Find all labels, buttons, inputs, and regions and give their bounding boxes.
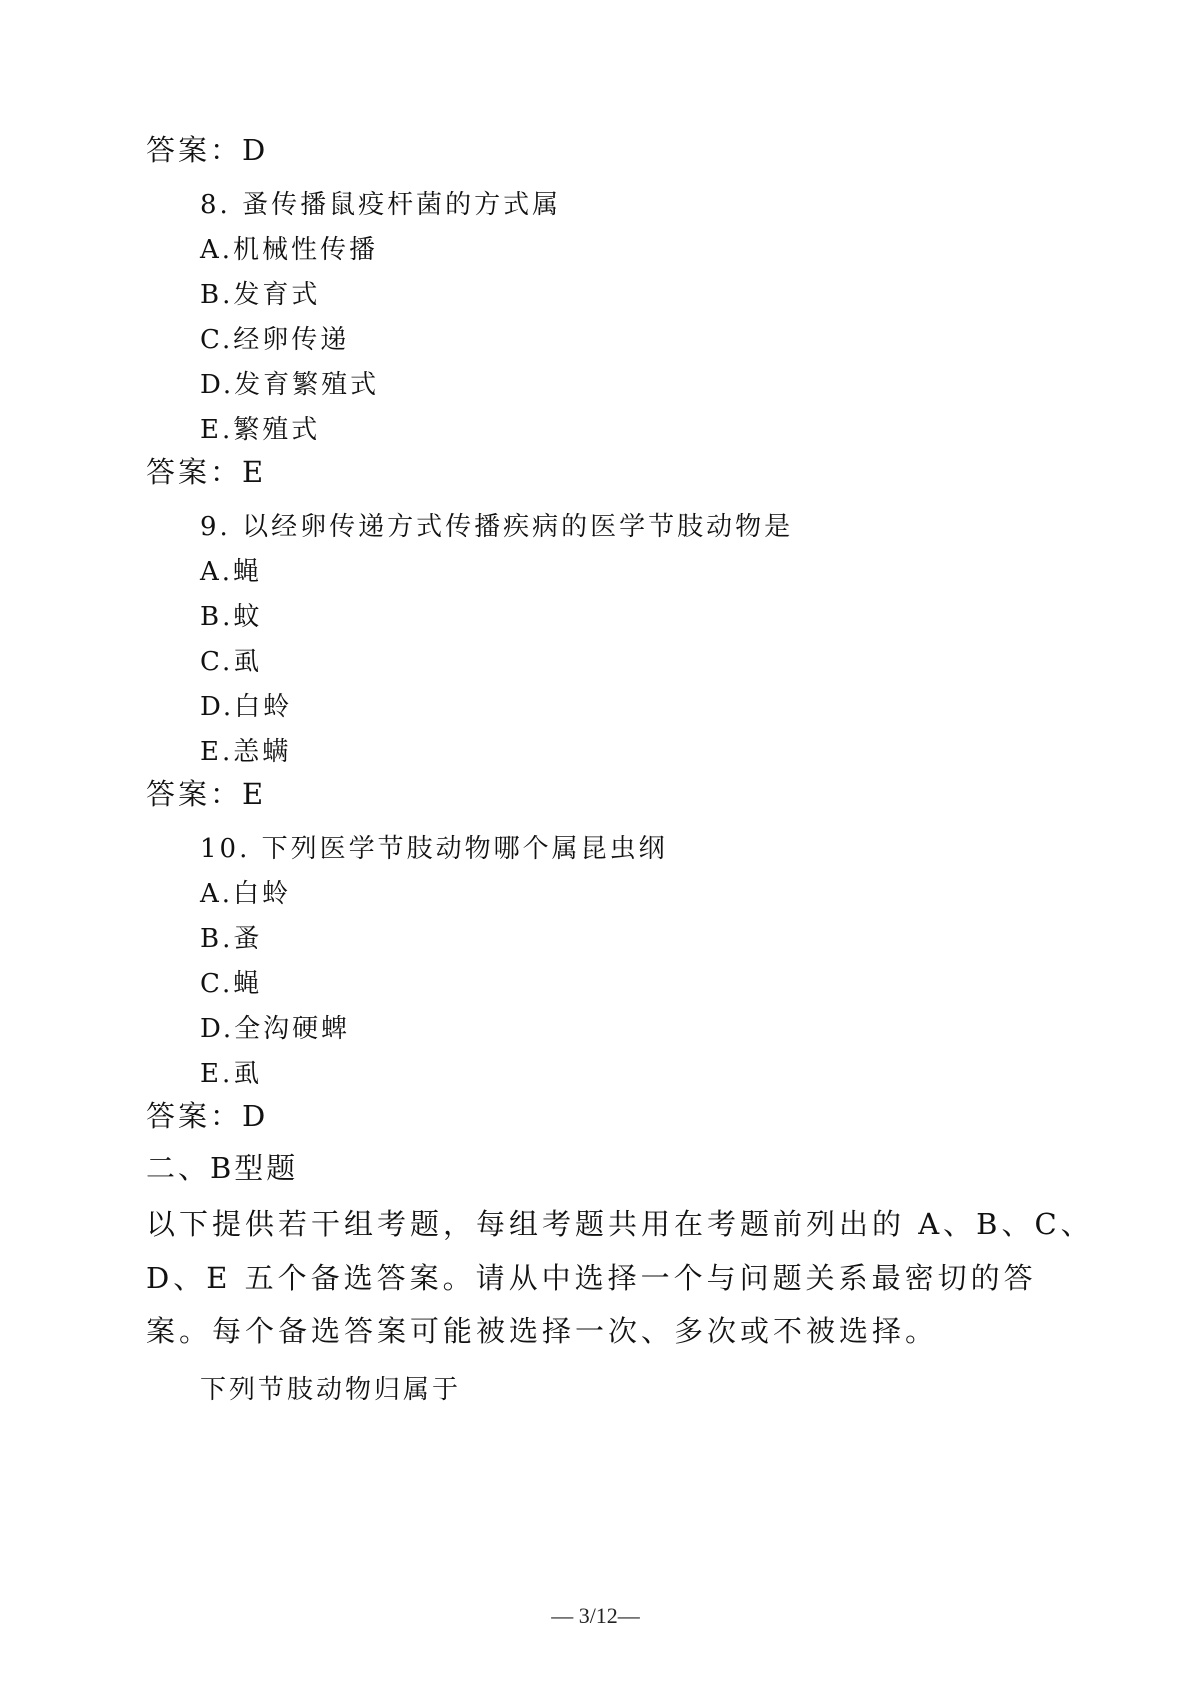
answer-line: 答案：E <box>146 777 267 811</box>
option-line: A.机械性传播 <box>200 235 379 265</box>
option-line: C.经卵传递 <box>200 325 350 355</box>
question-10: 10. 下列医学节肢动物哪个属昆虫纲 <box>200 834 668 864</box>
answer-line: 答案：D <box>146 1099 269 1133</box>
instruction-line: 以下提供若干组考题，每组考题共用在考题前列出的 A、B、C、 <box>146 1207 1094 1241</box>
page-number: — 3/12— <box>551 1603 640 1628</box>
option-line: C.虱 <box>200 647 263 677</box>
option-line: D.发育繁殖式 <box>200 370 380 400</box>
option-line: E.虱 <box>200 1059 263 1089</box>
option-line: E.繁殖式 <box>200 415 321 445</box>
answer-line: 答案：D <box>146 133 269 167</box>
question-8: 8. 蚤传播鼠疫杆菌的方式属 <box>200 190 562 220</box>
option-line: C.蝇 <box>200 969 263 999</box>
instruction-line: D、E 五个备选答案。请从中选择一个与问题关系最密切的答 <box>146 1261 1037 1295</box>
option-line: B.蚊 <box>200 602 263 632</box>
option-line: A.白蛉 <box>200 879 292 909</box>
option-line: B.发育式 <box>200 280 321 310</box>
subquestion-stem: 下列节肢动物归属于 <box>200 1375 462 1405</box>
option-line: D.全沟硬蜱 <box>200 1014 351 1044</box>
instruction-line: 案。每个备选答案可能被选择一次、多次或不被选择。 <box>146 1314 939 1348</box>
option-line: E.恙螨 <box>200 737 292 767</box>
answer-line: 答案：E <box>146 455 267 489</box>
question-9: 9. 以经卵传递方式传播疾病的医学节肢动物是 <box>200 512 794 542</box>
option-line: A.蝇 <box>200 557 263 587</box>
option-line: D.白蛉 <box>200 692 293 722</box>
option-line: B.蚤 <box>200 924 263 954</box>
section-heading: 二、B型题 <box>146 1151 299 1185</box>
